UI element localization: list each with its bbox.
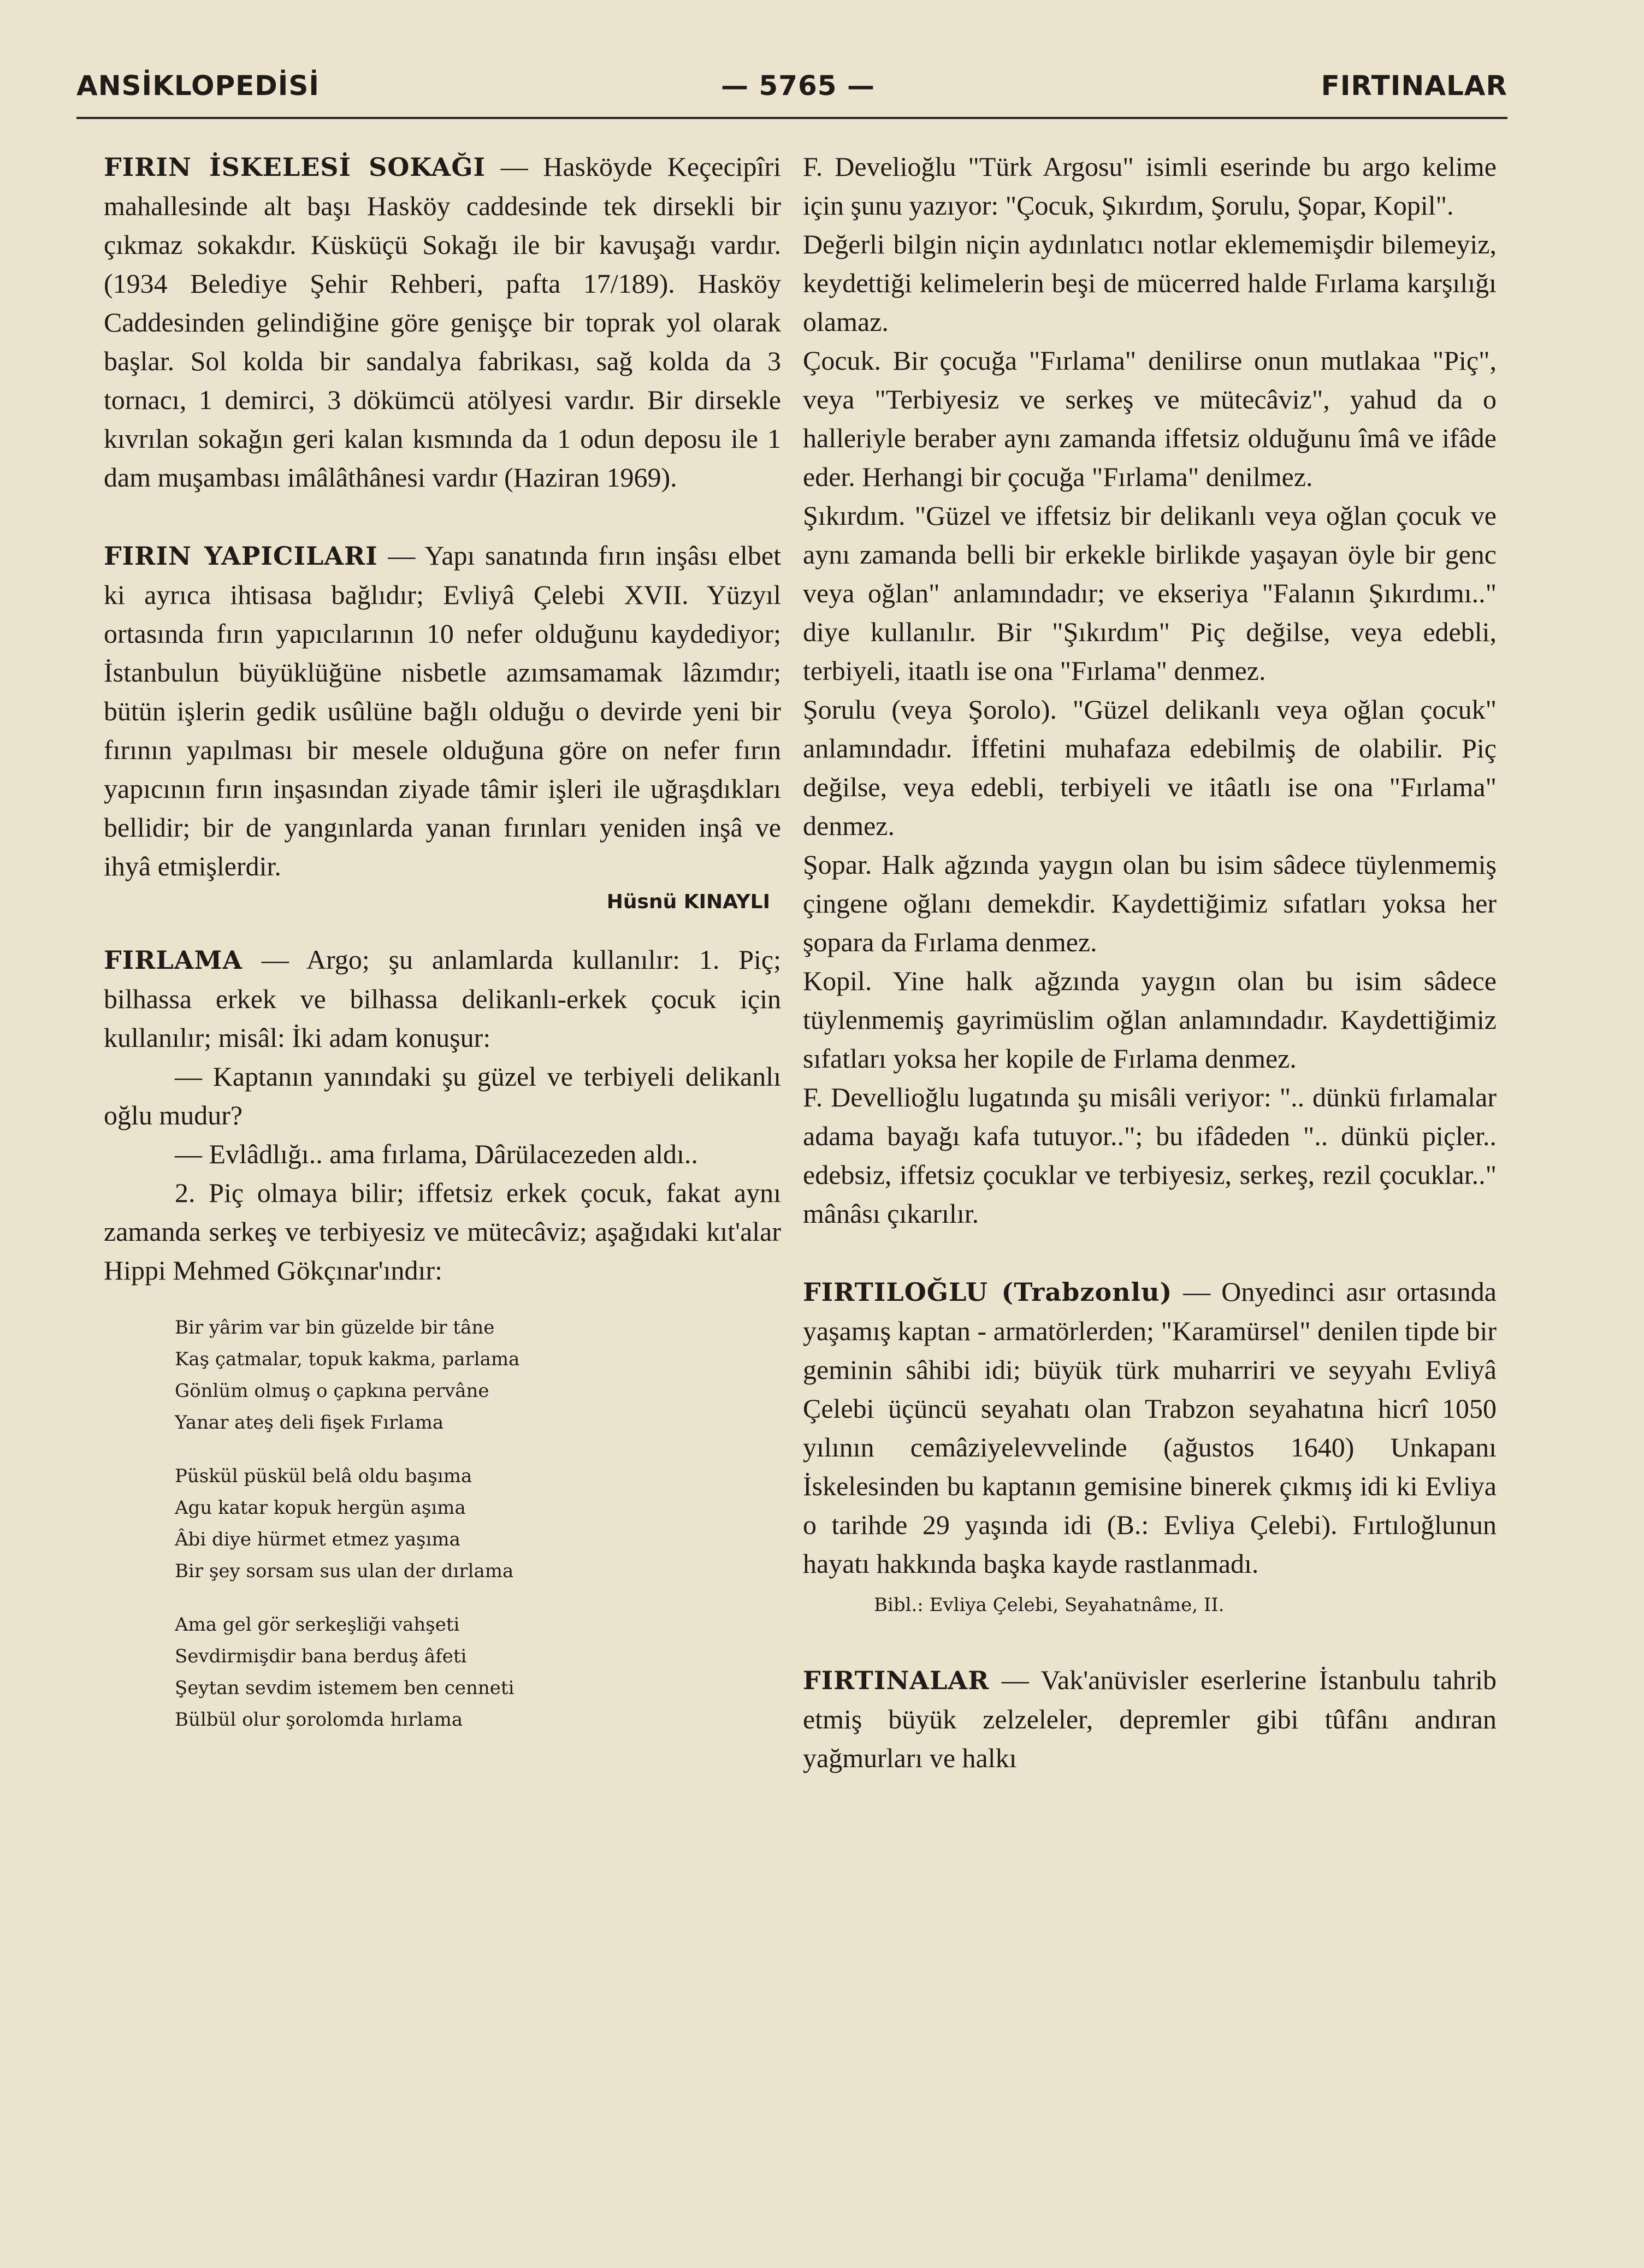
entry-body: — Yapı sanatında fırın inşâsı elbet ki ayrıca ihtisasa bağlıdır; Evliyâ Çelebi XVII. Yüzyıl ortasında fırın yapıcılarının 10 nefer olduğunu kaydediyor; İstanbulun büyüklüğüne nisbetle azımsamamak lâzımdır; bütün işlerin gedik usûlüne bağlı olduğu o devirde yeni bir fırının yapılması bir mesele olduğuna göre on nefer fırın yapıcının fırın inşasından ziyade tâmir işleri ile uğraşdıkları bellidir; bir de yangınlarda yanan fırınları yeniden inşâ ve ihyâ etmişlerdir. bbox=[104, 540, 781, 881]
entry-heading: FIRTINALAR bbox=[803, 1666, 990, 1695]
entry-firtinalar bbox=[803, 1661, 1497, 1778]
poem-line: Gönlüm olmuş o çapkına pervâne bbox=[175, 1380, 489, 1402]
entry-firtiloglu bbox=[803, 1272, 1497, 1583]
poem-line: Yanar ateş deli fişek Fırlama bbox=[175, 1412, 444, 1434]
poem-line: Agu katar kopuk hergün aşıma bbox=[175, 1497, 466, 1519]
author-signature: Hüsnü KINAYLI bbox=[606, 891, 770, 913]
poem-stanza bbox=[175, 1460, 781, 1587]
paragraph: Şıkırdım. "Güzel ve iffetsiz bir delikanlı veya oğlan çocuk ve aynı zamanda belli bir erkekle birlikde yaşayan öyle bir genc veya oğlan" anlamındadır; ve ekseriya "Falanın Şıkırdımı.." diye kullanılır. Bir "Şıkırdım" Piç değilse, veya edebli, terbiyeli, itaatlı ise ona "Fırlama" denmez. bbox=[803, 500, 1497, 686]
poem-line: Âbi diye hürmet etmez yaşıma bbox=[175, 1529, 460, 1550]
entry-firlama bbox=[104, 940, 781, 1057]
entry-firin-yapicilari bbox=[104, 536, 781, 886]
page-number: — 5765 — bbox=[721, 70, 875, 102]
poem-line: Şeytan sevdim istemem ben cenneti bbox=[175, 1677, 515, 1699]
definition-point: 2. Piç olmaya bilir; iffetsiz erkek çocuk, fakat aynı zamanda serkeş ve terbiyesiz ve mütecâviz; aşağıdaki kıt'alar Hippi Mehmed Gökçınar'ındır: bbox=[104, 1177, 781, 1286]
entry-heading: FIRIN YAPICILARI bbox=[104, 541, 378, 571]
header-rule bbox=[76, 117, 1507, 119]
paragraph: Şopar. Halk ağzında yaygın olan bu isim sâdece tüylenmemiş çingene oğlanı demekdir. Kaydettiğimiz sıfatları yoksa her şopara da Fırlama denmez. bbox=[803, 849, 1497, 957]
entry-body: — Argo; şu anlamlarda kullanılır: 1. Piç; bilhassa erkek ve bilhassa delikanlı-erkek çocuk için kullanılır; misâl: İki adam konuşur: bbox=[104, 944, 781, 1053]
paragraph: Kopil. Yine halk ağzında yaygın olan bu isim sâdece tüylenmemiş gayrimüslim oğlan anlamındadır. Kaydettiğimiz sıfatları yoksa her kopile de Fırlama denmez. bbox=[803, 966, 1497, 1074]
entry-body: — Hasköyde Keçecipîri mahallesinde alt başı Hasköy caddesinde tek dirsekli bir çıkmaz sokakdır. Küsküçü Sokağı ile bir kavuşağı vardır. (1934 Belediye Şehir Rehberi, pafta 17/189). Hasköy Caddesinden gelindiğine göre genişçe bir toprak yol olarak başlar. Sol kolda bir sandalya fabrikası, sağ kolda da 3 tornacı, 1 demirci, 3 dökümcü atölyesi vardır. Bir dirsekle kıvrılan sokağın geri kalan kısmında da 1 odun deposu ile 1 dam muşambası imâlâthânesi vardır (Haziran 1969). bbox=[104, 151, 781, 493]
entry-heading: FIRIN İSKELESİ SOKAĞI bbox=[104, 152, 486, 182]
poem-line: Ama gel gör serkeşliği vahşeti bbox=[175, 1614, 460, 1636]
entry-heading: FIRLAMA bbox=[104, 945, 243, 975]
entry-body: — Onyedinci asır ortasında yaşamış kaptan - armatörlerden; "Karamürsel" denilen tipde bir geminin sâhibi idi; büyük türk muharriri ve seyyahı Evliyâ Çelebi üçüncü seyahatı olan Trabzon seyahatına hicrî 1050 yılının cemâziyelevvelinde (ağustos 1640) Unkapanı İskelesinden bu kaptanın gemisine binerek çıkmış idi ki Evliya o tarihde 29 yaşında idi (B.: Evliya Çelebi). Fırtıloğlunun hayatı hakkında başka kayde rastlanmadı. bbox=[803, 1276, 1497, 1579]
poem-line: Püskül püskül belâ oldu başıma bbox=[175, 1465, 472, 1487]
dialogue-line: — Evlâdlığı.. ama fırlama, Dârülacezeden aldı.. bbox=[175, 1139, 698, 1169]
poem-line: Bülbül olur şorolomda hırlama bbox=[175, 1709, 463, 1731]
paragraph: Değerli bilgin niçin aydınlatıcı notlar eklememişdir bilemeyiz, keydettiği kelimelerin beşi de mücerred halde Fırlama karşılığı olamaz. bbox=[803, 229, 1497, 337]
paragraph: Çocuk. Bir çocuğa "Fırlama" denilirse onun mutlakaa "Piç", veya "Terbiyesiz ve serkeş ve mütecâviz", yahud da o halleriyle beraber aynı zamanda iffetsiz olduğunu îmâ ve ifâde eder. Herhangi bir çocuğa "Fırlama" denilmez. bbox=[803, 345, 1497, 492]
header-title: ANSİKLOPEDİSİ bbox=[76, 70, 320, 102]
poem-stanza bbox=[175, 1609, 781, 1736]
left-column bbox=[104, 147, 781, 1757]
bibliography: Bibl.: Evliya Çelebi, Seyahatnâme, II. bbox=[874, 1594, 1225, 1616]
entry-heading: FIRTILOĞLU (Trabzonlu) bbox=[803, 1277, 1173, 1307]
dialogue-line: — Kaptanın yanındaki şu güzel ve terbiyeli delikanlı oğlu mudur? bbox=[104, 1061, 781, 1130]
paragraph: Şorulu (veya Şorolo). "Güzel delikanlı veya oğlan çocuk" anlamındadır. İffetini muhafaza edebilmiş de olabilir. Piç değilse, veya edebli, terbiyeli ve itâatlı ise ona "Fırlama" denmez. bbox=[803, 694, 1497, 841]
header-keyword: FIRTINALAR bbox=[1321, 70, 1507, 102]
poem-stanza bbox=[175, 1312, 781, 1438]
paragraph: F. Develioğlu "Türk Argosu" isimli eserinde bu argo kelime için şunu yazıyor: "Çocuk, Şıkırdım, Şorulu, Şopar, Kopil". bbox=[803, 151, 1497, 221]
poem-line: Bir yârim var bin güzelde bir tâne bbox=[175, 1317, 495, 1339]
poem-line: Sevdirmişdir bana berduş âfeti bbox=[175, 1645, 467, 1667]
entry-body: — Vak'anüvisler eserlerine İstanbulu tahrib etmiş büyük zelzeleler, depremler gibi tûfânı andıran yağmurları ve halkı bbox=[803, 1665, 1497, 1773]
entry-firin-iskelesi bbox=[104, 147, 781, 497]
poem-line: Kaş çatmalar, topuk kakma, parlama bbox=[175, 1348, 520, 1370]
right-column bbox=[803, 147, 1497, 1778]
page-header bbox=[76, 70, 1507, 119]
poem bbox=[175, 1312, 781, 1736]
paragraph: F. Devellioğlu lugatında şu misâli veriyor: ".. dünkü fırlamalar adama bayağı kafa tutuyor.."; bu ifâdeden ".. dünkü piçler.. edebsiz, iffetsiz çocuklar ve terbiyesiz, serkeş, rezil çocuklar.." mânâsı çıkarılır. bbox=[803, 1082, 1497, 1229]
poem-line: Bir şey sorsam sus ulan der dırlama bbox=[175, 1560, 514, 1582]
